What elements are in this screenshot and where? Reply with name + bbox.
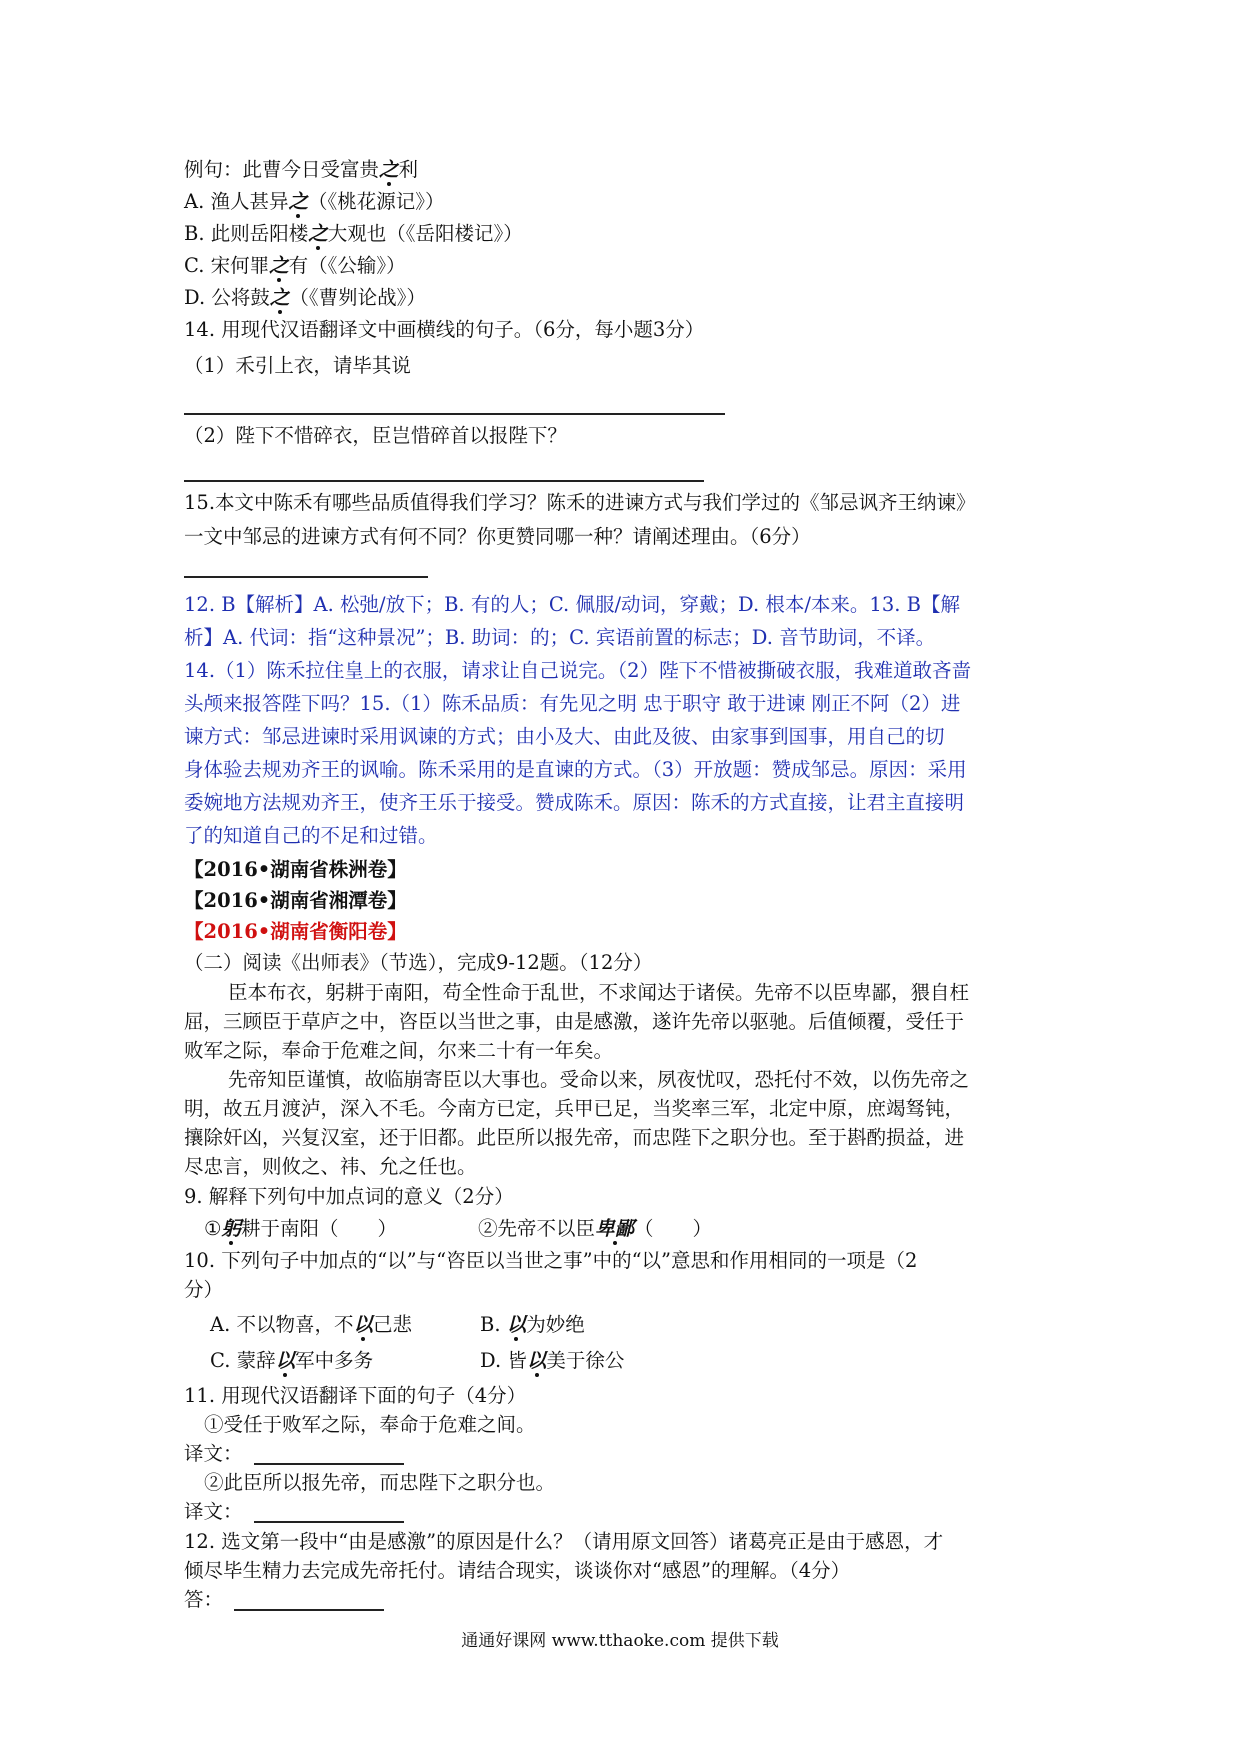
q12-line1-text: 12. 选文第一段中“由是感激”的原因是什么？（请用原文回答）诸葛亮正是由于感恩，才 <box>184 1530 944 1553</box>
header-zhuzhou-text: 【2016•湖南省株洲卷】 <box>184 858 407 881</box>
q11-s2-text: ②此臣所以报先帝，而忠陛下之职分也。 <box>204 1471 556 1494</box>
q10-d-mark: 以 <box>526 1349 547 1372</box>
q10-line1-text: 10. 下列句子中加点的“以”与“咨臣以当世之事”中的“以”意思和作用相同的一项是（2 <box>184 1249 918 1272</box>
q9-a-mark: 躬 <box>221 1217 241 1240</box>
translation-blank-1[interactable] <box>254 1441 404 1465</box>
q11-stem-text: 11. 用现代汉语翻译下面的句子（4分） <box>184 1384 527 1407</box>
answer-key-text: 身体验去规劝齐王的讽喻。陈禾采用的是直谏的方式。（3）开放题：赞成邹忌。原因：采用 <box>184 758 967 781</box>
q10-a-pre: A. 不以物喜，不 <box>210 1313 354 1336</box>
translation-blank-2[interactable] <box>254 1499 404 1523</box>
q10-a-mark: 以 <box>353 1313 373 1336</box>
option-b-post: 大观也（《岳阳楼记》） <box>327 222 523 245</box>
q9-b-pre: ②先帝不以臣 <box>478 1217 596 1240</box>
option-c-mark: 之 <box>269 254 289 277</box>
q14-s1-text: （1）禾引上衣，请毕其说 <box>184 354 411 377</box>
answer-line-q14-2 <box>184 480 704 482</box>
option-a-post: （《桃花源记》） <box>308 190 445 213</box>
q14-stem-text: 14. 用现代汉语翻译文中画横线的句子。（6分，每小题3分） <box>184 318 705 341</box>
reading-intro-text: （二）阅读《出师表》（节选），完成9-12题。（12分） <box>184 951 653 974</box>
passage-text: 先帝知臣谨慎，故临崩寄臣以大事也。受命以来，夙夜忧叹，恐托付不效，以伤先帝之 <box>228 1068 970 1091</box>
example-post: 利 <box>398 158 419 181</box>
q10-c-mark: 以 <box>275 1349 296 1372</box>
q11-s1-text: ①受任于败军之际，奉命于危难之间。 <box>204 1413 536 1436</box>
option-a-mark: 之 <box>288 190 308 213</box>
q10-b-mark: 以 <box>506 1313 527 1336</box>
q9-a-post: 耕于南阳（ ） <box>241 1217 398 1240</box>
translation-label: 译文： <box>184 1442 243 1465</box>
passage-text: 尽忠言，则攸之、祎、允之任也。 <box>184 1155 477 1178</box>
example-mark: 之 <box>379 158 399 181</box>
answer-key-text: 14.（1）陈禾拉住皇上的衣服，请求让自己说完。（2）陛下不惜被撕破衣服，我难道敢吝啬 <box>184 659 972 682</box>
passage-text: 臣本布衣，躬耕于南阳，苟全性命于乱世，不求闻达于诸侯。先帝不以臣卑鄙，猥自枉 <box>228 981 970 1004</box>
q15-line2-text: 一文中邹忌的进谏方式有何不同？你更赞同哪一种？请阐述理由。（6分） <box>184 525 811 548</box>
q10-c-pre: C. 蒙辞 <box>210 1349 276 1372</box>
q15-line1-text: 15.本文中陈禾有哪些品质值得我们学习？陈禾的进谏方式与我们学过的《邹忌讽齐王纳谏》 <box>184 491 976 514</box>
answer-key-text: 委婉地方法规劝齐王，使齐王乐于接受。赞成陈禾。原因：陈禾的方式直接，让君主直接明 <box>184 791 965 814</box>
passage-text: 明，故五月渡泸，深入不毛。今南方已定，兵甲已足，当奖率三军，北定中原，庶竭驽钝， <box>184 1097 965 1120</box>
answer-line-q15 <box>184 576 428 578</box>
answer-label: 答： <box>184 1588 224 1611</box>
option-c-pre: C. 宋何罪 <box>184 254 270 277</box>
example-pre: 例句：此曹今日受富贵 <box>184 158 380 181</box>
answer-key-text: 析】A. 代词：指“这种景况”；B. 助词：的；C. 宾语前置的标志；D. 音节助词，不译。 <box>184 626 936 649</box>
passage-text: 败军之际，奉命于危难之间，尔来二十有一年矣。 <box>184 1039 614 1062</box>
answer-key-text: 谏方式：邹忌进谏时采用讽谏的方式；由小及大、由此及彼、由家事到国事，用自己的切 <box>184 725 945 748</box>
answer-key-text: 头颅来报答陛下吗？15.（1）陈禾品质：有先见之明 忠于职守 敢于进谏 刚正不阿（2）进 <box>184 692 961 715</box>
q9-stem-text: 9. 解释下列句中加点词的意义（2分） <box>184 1185 514 1208</box>
q10-d-post: 美于徐公 <box>546 1349 625 1372</box>
q9-b-post: （ ） <box>634 1217 713 1240</box>
q10-d-pre: D. 皆 <box>480 1349 527 1372</box>
q10-b-post: 为妙绝 <box>526 1313 585 1336</box>
option-a-pre: A. 渔人甚异 <box>184 190 289 213</box>
q12-line2-text: 倾尽毕生精力去完成先帝托付。请结合现实，谈谈你对“感恩”的理解。（4分） <box>184 1559 851 1582</box>
option-d-pre: D. 公将鼓 <box>184 286 270 309</box>
answer-key-text: 了的知道自己的不足和过错。 <box>184 824 438 847</box>
option-b-pre: B. 此则岳阳楼 <box>184 222 309 245</box>
q10-line2-text: 分） <box>184 1278 224 1301</box>
option-c-post: 有（《公输》） <box>288 254 406 277</box>
option-d-post: （《曹刿论战》） <box>289 286 426 309</box>
page-footer: 通通好课网 www.tthaoke.com 提供下载 <box>461 1631 779 1651</box>
q9-a-pre: ① <box>204 1217 222 1240</box>
answer-blank-q12[interactable] <box>234 1587 384 1611</box>
q9-b-mark: 卑鄙 <box>595 1217 635 1240</box>
option-b-mark: 之 <box>308 222 328 245</box>
passage-text: 屈，三顾臣于草庐之中，咨臣以当世之事，由是感激，遂许先帝以驱驰。后值倾覆，受任于 <box>184 1010 965 1033</box>
header-xiangtan-text: 【2016•湖南省湘潭卷】 <box>184 889 407 912</box>
header-hengyang-text: 【2016•湖南省衡阳卷】 <box>184 920 407 943</box>
q14-s2-text: （2）陛下不惜碎衣，臣岂惜碎首以报陛下？ <box>184 424 567 447</box>
answer-key-text: 12. B【解析】A. 松弛/放下；B. 有的人；C. 佩服/动词，穿戴；D. 根本/本来。13. B【解 <box>184 593 960 616</box>
answer-line-q14-1 <box>184 413 725 415</box>
q10-b-pre: B. <box>480 1313 507 1336</box>
q10-a-post: 己悲 <box>373 1313 413 1336</box>
q10-c-post: 军中多务 <box>295 1349 374 1372</box>
option-d-mark: 之 <box>269 286 290 309</box>
passage-text: 攘除奸凶，兴复汉室，还于旧都。此臣所以报先帝，而忠陛下之职分也。至于斟酌损益，进 <box>184 1126 965 1149</box>
translation-label: 译文： <box>184 1500 243 1523</box>
